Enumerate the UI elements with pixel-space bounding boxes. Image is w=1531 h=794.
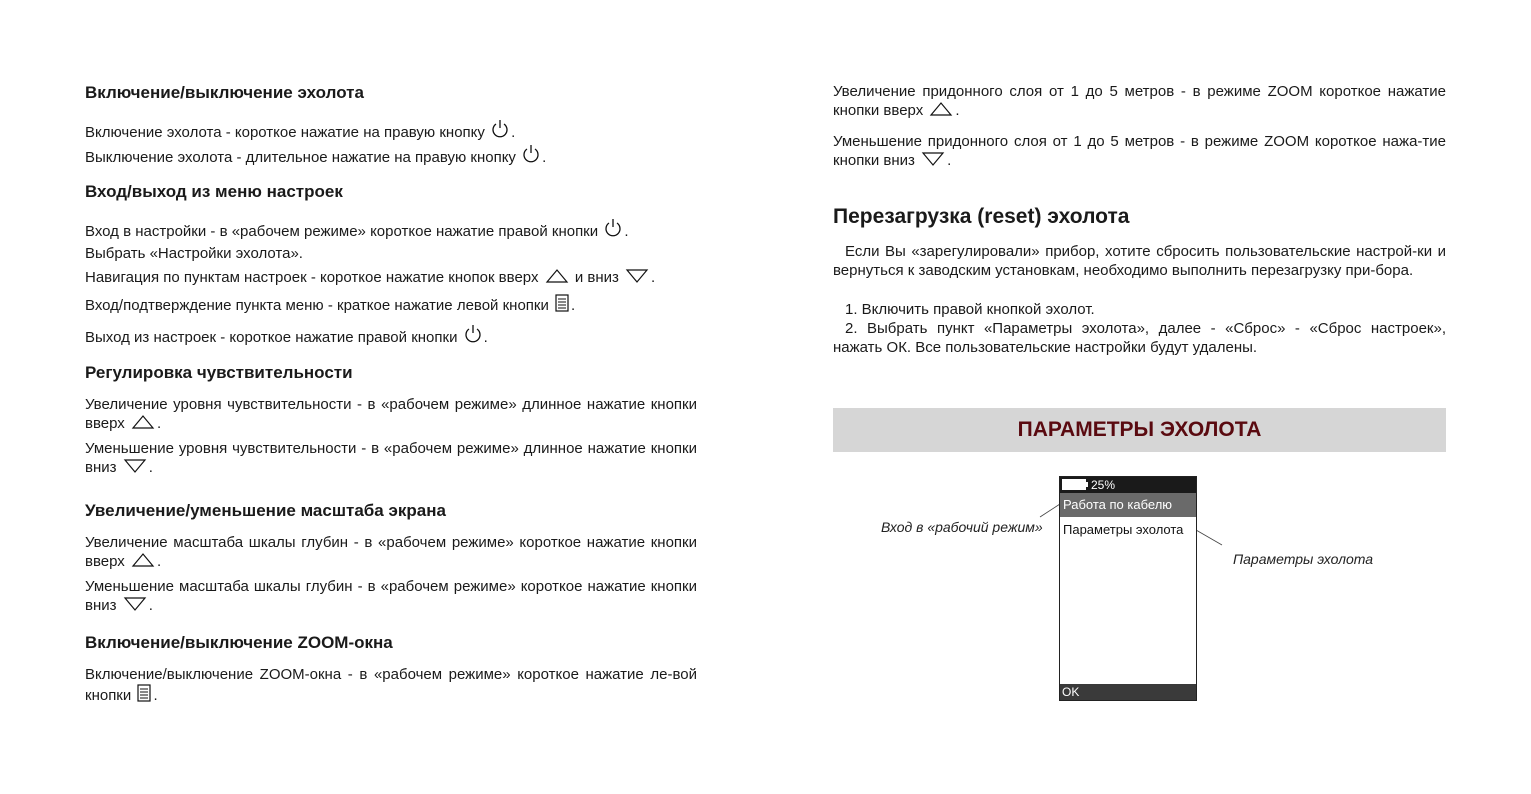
callout-line-left	[1040, 504, 1060, 517]
text: .	[156, 415, 162, 432]
section-title: Включение/выключение ZOOM-окна	[85, 633, 393, 652]
device-screen	[1059, 476, 1197, 701]
text: Включение эхолота - короткое нажатие на правую кнопку	[85, 124, 485, 141]
section-title: Включение/выключение эхолота	[85, 83, 364, 102]
text: .	[955, 102, 960, 119]
text: Вход/подтверждение пункта меню - краткое нажатие левой кнопки	[85, 297, 549, 314]
text: Навигация по пунктам настроек - короткое нажатие кнопок вверх	[85, 269, 539, 286]
text: .	[483, 329, 488, 346]
paragraph: Если Вы «зарегулировали» прибор, хотите сбросить пользовательские настрой-ки и вернуться к заводским установкам, необходимо выполнить перезагрузку при-бора.	[833, 243, 1446, 279]
text: Выключение эхолота - длительное нажатие на правую кнопку	[85, 149, 516, 166]
text: .	[156, 553, 162, 570]
text: Вход в настройки - в «рабочем режиме» короткое нажатие правой кнопки	[85, 223, 599, 240]
callout-left: Вход в «рабочий режим»	[881, 519, 1043, 535]
reset-title: Перезагрузка (reset) эхолота	[833, 205, 1130, 228]
banner-title: ПАРАМЕТРЫ ЭХОЛОТА	[1017, 418, 1262, 441]
section-title: Регулировка чувствительности	[85, 363, 353, 382]
battery-percent: 25%	[1091, 478, 1116, 492]
callout-right: Параметры эхолота	[1233, 551, 1374, 567]
text: .	[651, 269, 656, 286]
text: Увеличение масштаба шкалы глубин - в «рабочем режиме» короткое нажатие кнопки вверх	[85, 534, 697, 570]
step-2: 2. Выбрать пункт «Параметры эхолота», далее - «Сброс» - «Сброс настроек», нажать ОК. Все пользовательские настройки будут удалены.	[833, 320, 1446, 356]
text: Включение/выключение ZOOM-окна - в «рабочем режиме» короткое нажатие ле-вой кнопки	[85, 666, 697, 704]
status-bar	[1060, 477, 1196, 493]
text: Увеличение придонного слоя от 1 до 5 метров - в режиме ZOOM короткое нажатие кнопки вверх	[833, 83, 1446, 119]
text: .	[947, 152, 952, 169]
section-title: Увеличение/уменьшение масштаба экрана	[85, 501, 446, 520]
text-line: Выбрать «Настройки эхолота».	[85, 245, 303, 262]
text: .	[571, 297, 576, 314]
menu-item-selected[interactable]: Работа по кабелю	[1060, 493, 1196, 517]
battery-icon	[1062, 479, 1086, 490]
softkey-ok[interactable]: OK	[1060, 684, 1196, 700]
text: Уменьшение придонного слоя от 1 до 5 метров - в режиме ZOOM короткое нажа-тие кнопки вниз	[833, 133, 1446, 169]
text: Уменьшение масштаба шкалы глубин - в «рабочем режиме» короткое нажатие кнопки вниз	[85, 578, 697, 614]
menu-item[interactable]: Параметры эхолота	[1063, 522, 1184, 537]
text: Увеличение уровня чувствительности - в «рабочем режиме» длинное нажатие кнопки вверх	[85, 396, 697, 432]
callout-line-right	[1196, 530, 1222, 545]
text: .	[542, 149, 547, 166]
text: Выход из настроек - короткое нажатие правой кнопки	[85, 329, 458, 346]
text: .	[148, 459, 153, 476]
step-1: 1. Включить правой кнопкой эхолот.	[845, 301, 1095, 318]
text: .	[153, 687, 158, 704]
text: и вниз	[574, 269, 619, 286]
text: .	[511, 124, 516, 141]
text: .	[148, 597, 153, 614]
section-title: Вход/выход из меню настроек	[85, 182, 343, 201]
text: Уменьшение уровня чувствительности - в «рабочем режиме» длинное нажатие кнопки вниз	[85, 440, 697, 476]
battery-tip	[1086, 482, 1088, 487]
text: .	[624, 223, 629, 240]
